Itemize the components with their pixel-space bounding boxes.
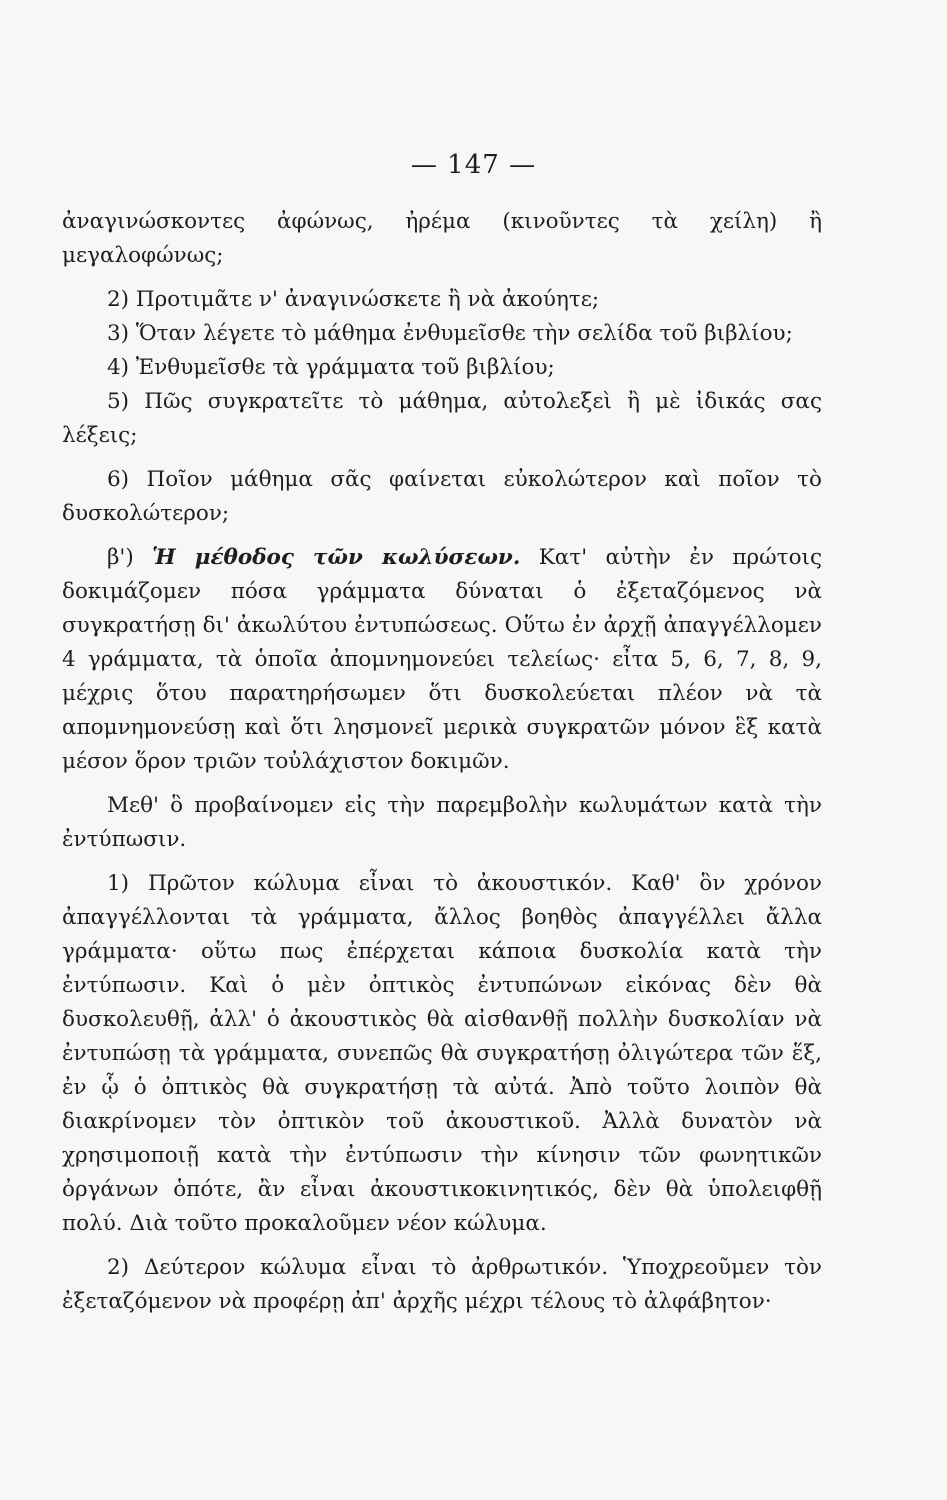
question-6: 6) Ποῖον μάθημα σᾶς φαίνεται εὐκολώτερον καὶ ποῖον τὸ δυσκολώτερον; [62,467,822,526]
paragraph: ἀναγινώσκοντες ἀφώνως, ἠρέμα (κινοῦντες τὰ χείλη) ἢ μεγαλοφώνως; [62,209,822,268]
page-number: — 147 — [410,150,537,180]
paragraph-obstacle-2: 2) Δεύτερον κώλυμα εἶναι τὸ ἀρθρωτικόν. Ὑποχρεοῦμεν τὸν ἐξεταζόμενον νὰ προφέρῃ ἀπ' ἀρχῆς μέχρι τέλους τὸ ἀλφάβητον· [62,1255,822,1314]
paragraph-obstacle-1: 1) Πρῶτον κώλυμα εἶναι τὸ ἀκουστικόν. Καθ' ὃν χρόνον ἀπαγγέλλονται τὰ γράμματα, ἄλλος βοηθὸς ἀπαγγέλλει ἄλλα γράμματα· οὕτω πως ἐπέρχεται κάποια δυσκολία κατὰ τὴν ἐντύπωσιν. Καὶ ὁ μὲν ὀπτικὸς ἐντυπώνων εἰκόνας δὲν θὰ δυσκολευθῇ, ἀλλ' ὁ ἀκουστικὸς θὰ αἰσθανθῇ πολλὴν δυσκολίαν νὰ ἐντυπώσῃ τὰ γράμματα, συνεπῶς θὰ συγκρατήσῃ ὀλιγώτερα τῶν ἕξ, ἐν ᾧ ὁ ὀπτικὸς θὰ συγκρατήσῃ τὰ αὐτά. Ἀπὸ τοῦτο λοιπὸν θὰ διακρίνομεν τὸν ὀπτικὸν τοῦ ἀκουστικοῦ. Ἀλλὰ δυνατὸν νὰ χρησιμοποιῇ κατὰ τὴν ἐντύπωσιν τὴν κίνησιν τῶν φωνητικῶν ὀργάνων ὁπότε, ἂν εἶναι ἀκουστικοκινητικός, δὲν θὰ ὑπολειφθῇ πολύ. Διὰ τοῦτο προκαλοῦμεν νέον κώλυμα. [62,871,822,1236]
section-text: Κατ' αὐτὴν ἐν πρώτοις δοκιμάζομεν πόσα γράμματα δύναται ὁ ἐξεταζόμενος νὰ συγκρατήσῃ δι' ἀκωλύτου ἐντυπώσεως. Οὕτω ἐν ἀρχῇ ἀπαγγέλλομεν 4 γράμματα, τὰ ὁποῖα ἀπομνημονεύει τελείως· εἶτα 5, 6, 7, 8, 9, μέχρις ὅτου παρατηρήσωμεν ὅτι δυσκολεύεται πλέον νὰ τὰ απομνημονεύσῃ καὶ ὅτι λησμονεῖ μερικὰ συγκρατῶν μόνον ἓξ κατὰ μέσον ὅρον τριῶν τοὐλάχιστον δοκιμῶν. [62,545,822,774]
body-text [62,205,822,1319]
section-paragraph [62,541,822,779]
question-3: 3) Ὅταν λέγετε τὸ μάθημα ἐνθυμεῖσθε τὴν σελίδα τοῦ βιβλίου; [107,321,793,346]
section-label: β') [107,545,134,570]
question-5: 5) Πῶς συγκρατεῖτε τὸ μάθημα, αὐτολεξεὶ ἢ μὲ ἰδικάς σας λέξεις; [62,389,822,448]
section-heading: Ἡ μέθοδος τῶν κωλύσεων. [152,545,521,570]
paragraph: Μεθ' ὃ προβαίνομεν εἰς τὴν παρεμβολὴν κωλυμάτων κατὰ τὴν ἐντύπωσιν. [62,793,822,852]
question-4: 4) Ἐνθυμεῖσθε τὰ γράμματα τοῦ βιβλίου; [107,355,555,380]
question-2: 2) Προτιμᾶτε ν' ἀναγινώσκετε ἢ νὰ ἀκούητε; [107,287,600,312]
